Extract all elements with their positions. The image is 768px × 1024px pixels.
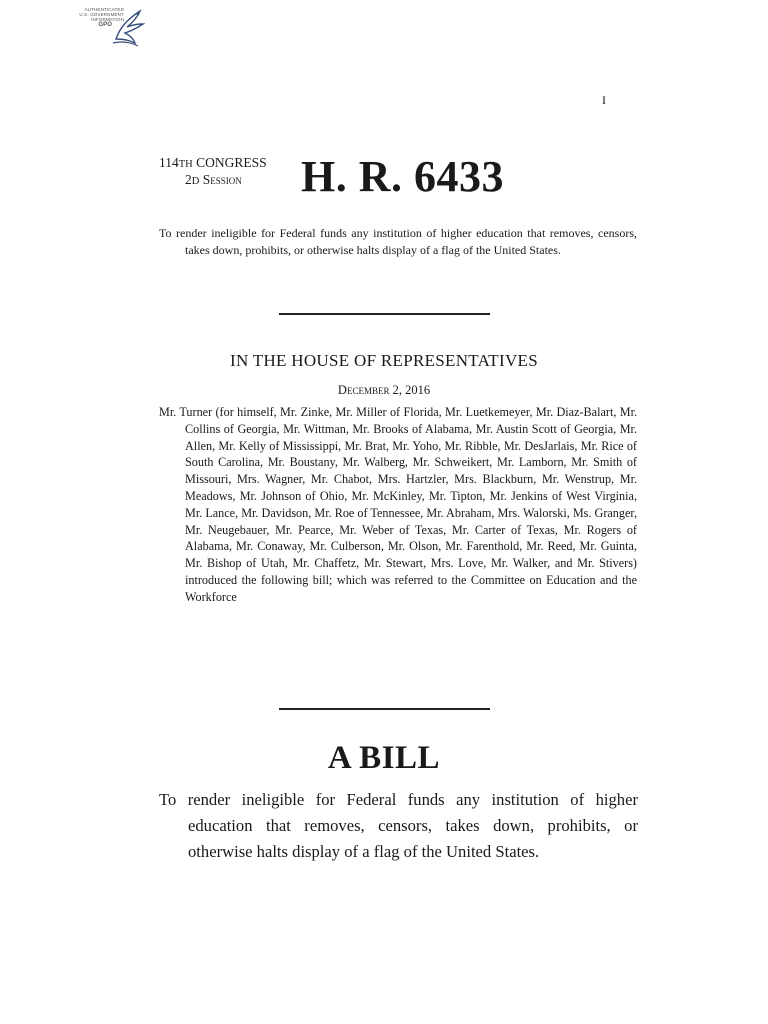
congress-number: 114 [159, 155, 179, 170]
page-number: I [602, 93, 606, 107]
seal-line: INFORMATION [91, 17, 124, 23]
seal-line: AUTHENTICATED [84, 7, 124, 12]
congress-word: CONGRESS [196, 155, 267, 170]
congress-session-block [159, 155, 267, 189]
congress-line [159, 155, 267, 172]
congress-ordinal: TH [178, 159, 193, 170]
short-title: To render ineligible for Federal funds any institution of higher education that removes, censors, takes down, prohibits, or otherwise halts display of a flag of the United States. [159, 226, 637, 257]
seal-abbr: GPO [98, 21, 112, 28]
long-title: To render ineligible for Federal funds any institution of higher education that removes, censors, takes down, prohibits, or otherwise halts display of a flag of the United States. [159, 790, 638, 861]
bill-label: A BILL [327, 740, 441, 776]
session-ordinal: D [191, 176, 200, 187]
session-number: 2 [185, 172, 192, 187]
introduction-date: December 2, 2016 [337, 383, 431, 397]
gpo-authentication-seal [62, 5, 146, 47]
eagle-icon [110, 5, 146, 47]
bill-number: H. R. 6433 [301, 152, 504, 201]
house-heading: IN THE HOUSE OF REPRESENTATIVES [230, 351, 538, 370]
session-line [159, 172, 267, 189]
divider-rule [279, 313, 490, 315]
divider-rule [279, 708, 490, 710]
session-word: Session [202, 172, 242, 187]
sponsors-paragraph: Mr. Turner (for himself, Mr. Zinke, Mr. Miller of Florida, Mr. Luetkemeyer, Mr. Diaz-Balart, Mr. Collins of Georgia, Mr. Wittman, Mr. Brooks of Alabama, Mr. Austin Scott of Georgia, Mr. Allen, Mr. Kelly of Mississippi, Mr. Brat, Mr. Yoho, Mr. Ribble, Mr. DesJarlais, Mr. Rice of South Carolina, Mr. Boustany, Mr. Walberg, Mr. Schweikert, Mr. Lamborn, Mr. Smith of Missouri, Mrs. Wagner, Mr. Chabot, Mrs. Hartzler, Mrs. Blackburn, Mr. Wenstrup, Mr. Meadows, Mr. Johnson of Ohio, Mr. McKinley, Mr. Tipton, Mr. Jenkins of West Virginia, Mr. Lance, Mr. Davidson, Mr. Roe of Tennessee, Mr. Abraham, Mrs. Walorski, Ms. Granger, Mr. Neugebauer, Mr. Pearce, Mr. Weber of Texas, Mr. Carter of Texas, Mr. Rogers of Alabama, Mr. Conaway, Mr. Culberson, Mr. Olson, Mr. Farenthold, Mr. Reed, Mr. Guinta, Mr. Bishop of Utah, Mr. Chaffetz, Mr. Stewart, Mrs. Love, Mr. Walker, and Mr. Stivers) introduced the following bill; which was referred to the Committee on Education and the Workforce [159, 405, 637, 604]
seal-line: U.S. GOVERNMENT [79, 12, 124, 18]
